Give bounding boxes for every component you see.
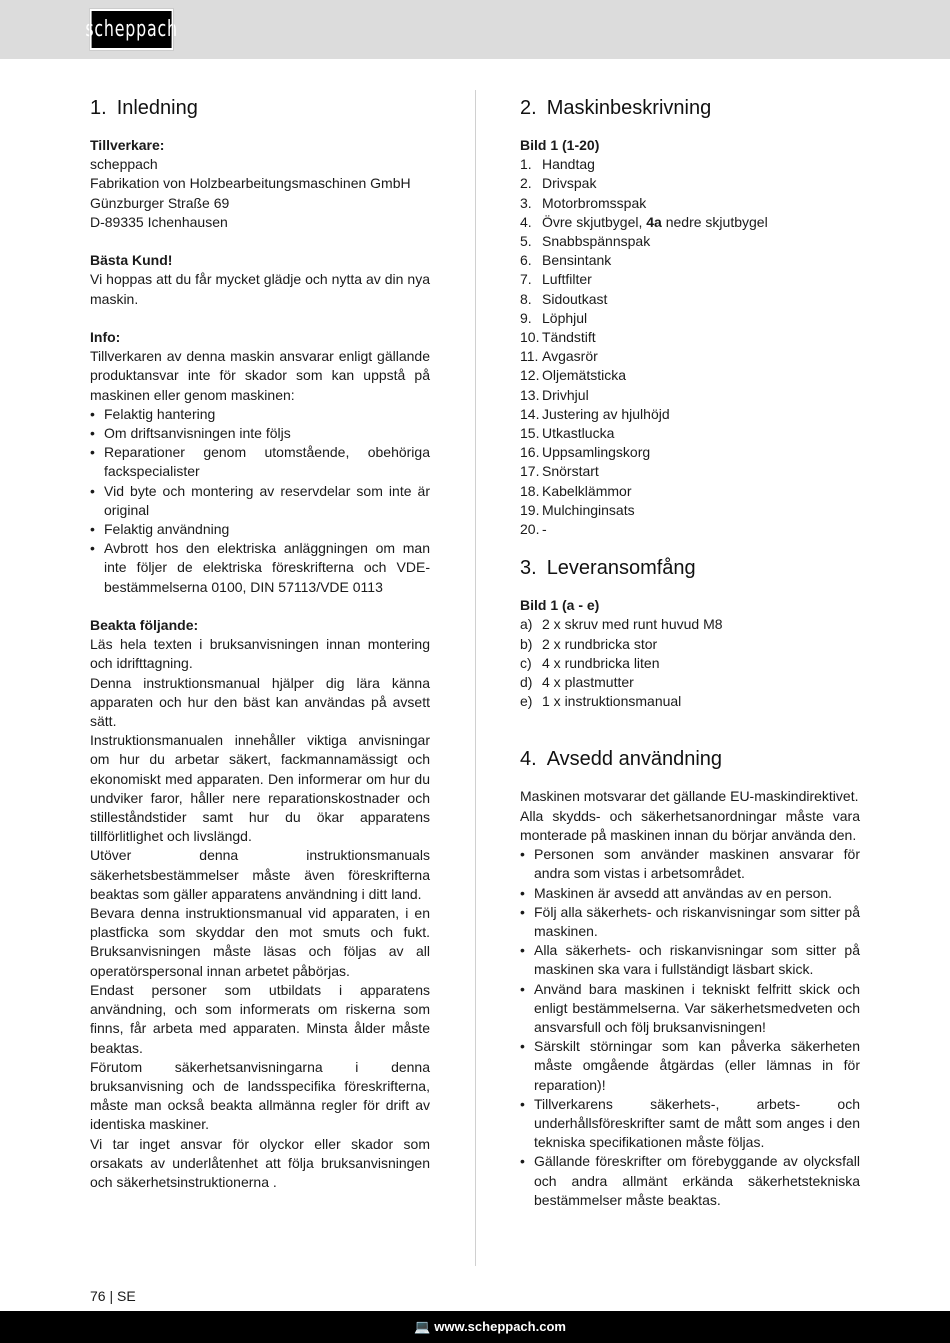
item-ref: 4a bbox=[646, 213, 662, 230]
paragraph: Endast personer som utbildats i apparatens användning, och som informerats om riskerna som finns, får arbeta med apparaten. Minsta ålder måste beaktas. bbox=[90, 981, 430, 1056]
item-text: Sidoutkast bbox=[542, 290, 608, 307]
list-item bbox=[520, 673, 860, 692]
item-number: 18. bbox=[520, 482, 540, 499]
paragraph: Instruktionsmanualen innehåller viktiga anvisningar om hur du arbetar säkert, fackmannamässigt och ekonomiskt med apparaten. Den informerar om hur du undviker faror, håller nere reparationskostnader och stilleståndstider samt hur du ökar apparatens tillförlitlighet och livslängd. bbox=[90, 732, 430, 845]
list-item: • Felaktig användning bbox=[90, 520, 430, 539]
list-item bbox=[520, 654, 860, 673]
dear-text: Vi hoppas att du får mycket glädje och nytta av din nya maskin. bbox=[90, 271, 430, 307]
item-text: Snabbspännspak bbox=[542, 233, 651, 250]
intended-use-paragraphs bbox=[520, 787, 860, 845]
paragraph: Denna instruktionsmanual hjälper dig lära känna apparaten och hur den bäst kan användas på avsett sätt. bbox=[90, 674, 430, 730]
list-item bbox=[520, 213, 860, 232]
list-item bbox=[520, 155, 860, 174]
item-text: nedre skjutbygel bbox=[661, 213, 768, 230]
item-text: Uppsamlingskorg bbox=[542, 444, 651, 461]
item-text: Drivspak bbox=[542, 175, 597, 192]
info-label: Info: bbox=[90, 329, 121, 345]
item-number: 10. bbox=[520, 329, 540, 346]
item-text: Kabelklämmor bbox=[542, 482, 632, 499]
list-item: • Vid byte och montering av reservdelar som inte är original bbox=[90, 482, 430, 520]
list-item bbox=[520, 270, 860, 289]
list-item: • Felaktig hantering bbox=[90, 405, 430, 424]
item-number: 9. bbox=[520, 309, 532, 326]
paragraph: Bevara denna instruktionsmanual vid apparaten, i en plastficka som skyddar den mot smuts och fukt. Bruksanvisningen måste läsas och följas av all operatörspersonal innan arbetet påbörjas. bbox=[90, 905, 430, 979]
section-title-inledning: 1. Inledning bbox=[90, 97, 198, 119]
item-text: Avgasrör bbox=[542, 348, 598, 365]
list-item: • Särskilt störningar som kan påverka säkerheten måste omgående åtgärdas (eller lämnas in för reparation)! bbox=[520, 1037, 860, 1095]
list-item bbox=[520, 347, 860, 366]
list-item bbox=[520, 692, 860, 711]
manufacturer-label: Tillverkare: bbox=[90, 137, 165, 153]
item-number: a) bbox=[520, 616, 533, 633]
manufacturer-address bbox=[90, 155, 430, 232]
address-line: Fabrikation von Holzbearbeitungsmaschinen GmbH bbox=[90, 175, 411, 192]
paragraph: Förutom säkerhetsanvisningarna i denna bruksanvisning och de landsspecifika föreskrifterna, måste man också beakta allmänna regler för drift av identiska maskiner. bbox=[90, 1058, 430, 1133]
list-item: • Avbrott hos den elektriska anläggningen om man inte följer de elektriska föreskrifterna och VDE-bestämmelserna 0100, DIN 57113/VDE 0113 bbox=[90, 539, 430, 597]
address-line: Günzburger Straße 69 bbox=[90, 194, 230, 211]
item-text: Bensintank bbox=[542, 252, 612, 269]
list-item bbox=[520, 194, 860, 213]
list-item bbox=[520, 174, 860, 193]
item-text: Tändstift bbox=[542, 329, 596, 346]
item-number: 16. bbox=[520, 444, 540, 461]
item-number: 2. bbox=[520, 175, 532, 192]
item-text: Drivhjul bbox=[542, 386, 589, 403]
website-link[interactable]: www.scheppach.com bbox=[434, 1319, 566, 1335]
list-item bbox=[520, 405, 860, 424]
item-number: 1. bbox=[520, 156, 532, 173]
item-text: Löphjul bbox=[542, 309, 588, 326]
figure-label-parts: Bild 1 (1-20) bbox=[520, 137, 600, 153]
item-text: Oljemätsticka bbox=[542, 367, 627, 384]
item-number: b) bbox=[520, 635, 533, 652]
list-item bbox=[520, 251, 860, 270]
parts-list bbox=[520, 155, 860, 539]
item-number: 17. bbox=[520, 463, 540, 480]
info-bullets bbox=[90, 405, 430, 597]
item-text: 4 x rundbricka liten bbox=[542, 654, 660, 671]
figure-label-scope: Bild 1 (a - e) bbox=[520, 597, 600, 614]
section-title-leveransomfang: 3. Leveransomfång bbox=[520, 557, 696, 580]
note-paragraphs bbox=[90, 635, 430, 1192]
item-number: e) bbox=[520, 693, 533, 710]
item-number: 12. bbox=[520, 367, 540, 384]
list-item bbox=[520, 328, 860, 347]
address-line: scheppach bbox=[90, 156, 158, 173]
column-divider bbox=[475, 90, 476, 1266]
item-text: Handtag bbox=[542, 156, 595, 173]
page-number: 76 | SE bbox=[90, 1288, 136, 1304]
list-item bbox=[520, 424, 860, 443]
item-text: Justering av hjulhöjd bbox=[542, 405, 670, 422]
page-header bbox=[0, 0, 950, 59]
list-item bbox=[520, 615, 860, 634]
item-number: 19. bbox=[520, 501, 540, 518]
page-footer bbox=[0, 1311, 950, 1343]
list-item bbox=[520, 309, 860, 328]
item-text: Luftfilter bbox=[542, 271, 592, 288]
list-item bbox=[520, 501, 860, 520]
computer-icon: 💻 bbox=[414, 1319, 431, 1335]
list-item bbox=[520, 635, 860, 654]
note-label: Beakta följande: bbox=[90, 617, 199, 634]
item-text: 2 x skruv med runt huvud M8 bbox=[542, 616, 723, 633]
paragraph: Utöver denna instruktionsmanuals säkerhetsbestämmelser måste även föreskrifterna beaktas som gäller apparatens användning i ditt land. bbox=[90, 847, 430, 902]
list-item bbox=[520, 482, 860, 501]
paragraph: Alla skydds- och säkerhetsanordningar måste vara monterade på maskinen innan du börjar använda den. bbox=[520, 807, 860, 843]
list-item bbox=[520, 232, 860, 251]
item-number: 6. bbox=[520, 252, 532, 269]
list-item: • Reparationer genom utomstående, obehöriga fackspecialister bbox=[90, 443, 430, 481]
address-line: D-89335 Ichenhausen bbox=[90, 213, 228, 230]
item-text: 1 x instruktionsmanual bbox=[542, 693, 682, 710]
item-number: 3. bbox=[520, 194, 532, 211]
dear-label: Bästa Kund! bbox=[90, 252, 173, 269]
list-item: • Använd bara maskinen i tekniskt felfritt skick och enligt bestämmelserna. Var säkerhetsmedveten och ansvarsfull och följ bruksanvisningen! bbox=[520, 980, 860, 1038]
list-item bbox=[520, 386, 860, 405]
item-number: 14. bbox=[520, 405, 540, 422]
item-number: 11. bbox=[520, 348, 539, 365]
item-number: 8. bbox=[520, 290, 532, 307]
item-number: 5. bbox=[520, 233, 532, 250]
list-item bbox=[520, 290, 860, 309]
paragraph: Läs hela texten i bruksanvisningen innan montering och idrifttagning. bbox=[90, 636, 430, 672]
info-text: Tillverkaren av denna maskin ansvarar enligt gällande produktansvar inte för skador som kan uppstå på maskinen eller genom maskinen: bbox=[90, 348, 430, 403]
list-item: • Om driftsanvisningen inte följs bbox=[90, 424, 430, 443]
item-number: 7. bbox=[520, 271, 532, 288]
list-item bbox=[520, 520, 860, 539]
paragraph: Maskinen motsvarar det gällande EU-maskindirektivet. bbox=[520, 788, 859, 805]
list-item: • Tillverkarens säkerhets-, arbets- och underhållsföreskrifter samt de mått som anges i den tekniska specifikationen måste följas. bbox=[520, 1095, 860, 1153]
item-text: 4 x plastmutter bbox=[542, 674, 634, 691]
intended-use-bullets bbox=[520, 845, 860, 1210]
scheppach-logo: scheppach bbox=[90, 9, 173, 50]
item-number: 4. bbox=[520, 213, 532, 230]
section-title-maskinbeskrivning: 2. Maskinbeskrivning bbox=[520, 97, 712, 119]
scope-list bbox=[520, 615, 860, 711]
list-item: • Personen som använder maskinen ansvarar för andra som vistas i arbetsområdet. bbox=[520, 845, 860, 883]
list-item bbox=[520, 366, 860, 385]
list-item: • Gällande föreskrifter om förebyggande av olycksfall och andra allmänt erkända säkerhetstekniska bestämmelser måste beaktas. bbox=[520, 1152, 860, 1210]
item-number: 13. bbox=[520, 386, 540, 403]
item-number: c) bbox=[520, 654, 532, 671]
item-text: - bbox=[542, 521, 547, 538]
item-number: 15. bbox=[520, 425, 540, 442]
item-text: Motorbromsspak bbox=[542, 194, 647, 211]
section-title-avsedd-anvandning: 4. Avsedd användning bbox=[520, 748, 723, 771]
list-item: • Följ alla säkerhets- och riskanvisningar som sitter på maskinen. bbox=[520, 903, 860, 941]
list-item: • Maskinen är avsedd att användas av en person. bbox=[520, 884, 860, 903]
item-number: d) bbox=[520, 674, 533, 691]
item-text: 2 x rundbricka stor bbox=[542, 635, 658, 652]
list-item: • Alla säkerhets- och riskanvisningar som sitter på maskinen ska vara i fullständigt läsbart skick. bbox=[520, 941, 860, 979]
item-text: Snörstart bbox=[542, 463, 599, 480]
left-column bbox=[90, 96, 430, 1192]
item-number: 20. bbox=[520, 521, 540, 538]
list-item bbox=[520, 443, 860, 462]
item-text: Övre skjutbygel, bbox=[542, 213, 647, 230]
paragraph: Vi tar inget ansvar för olyckor eller skador som orsakats av underlåtenhet att följa bruksanvisningen och säkerhetsinstruktionerna . bbox=[90, 1135, 430, 1190]
right-column bbox=[520, 96, 860, 1210]
list-item bbox=[520, 462, 860, 481]
item-text: Utkastlucka bbox=[542, 425, 615, 442]
item-text: Mulchinginsats bbox=[542, 501, 635, 518]
